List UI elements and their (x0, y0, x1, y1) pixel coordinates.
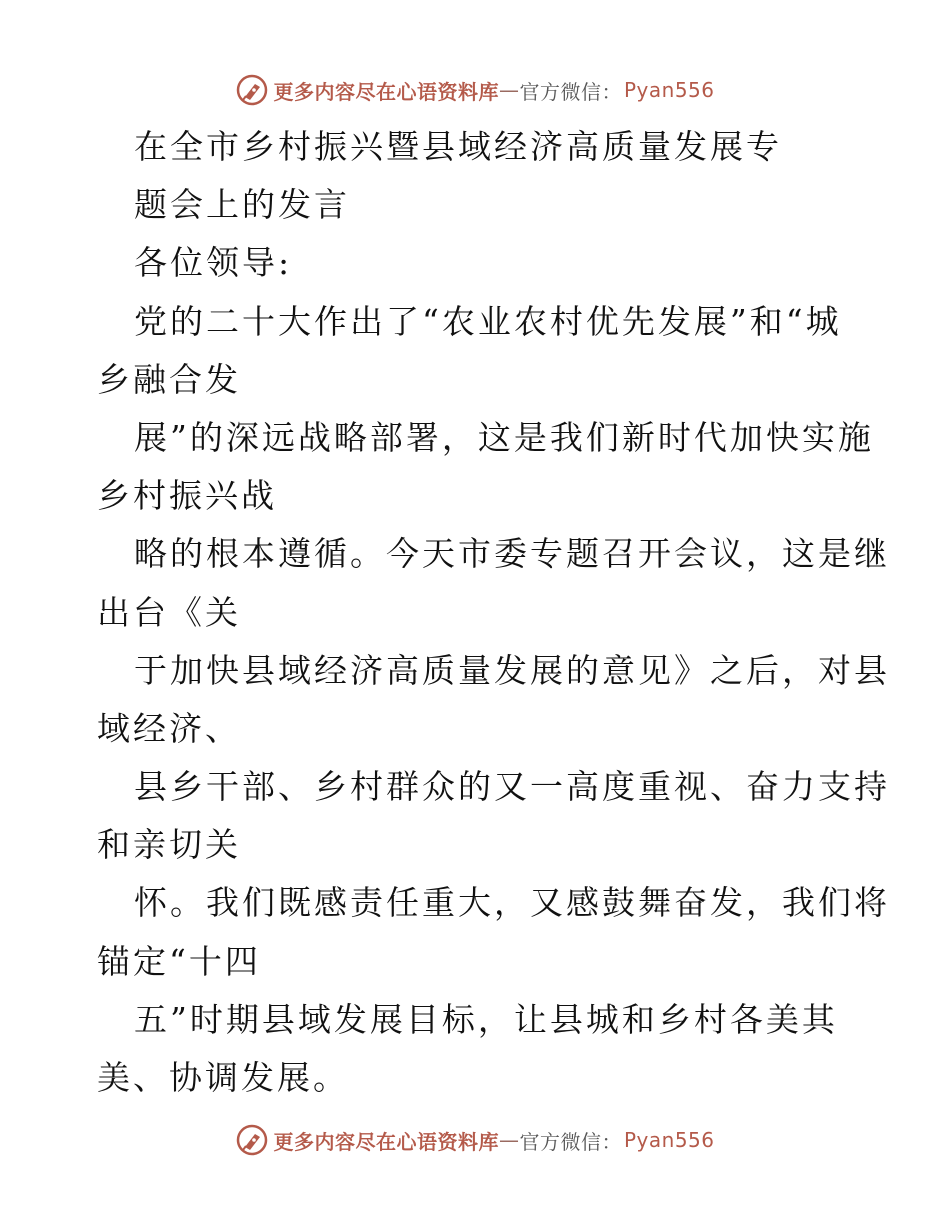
paragraph-line: 于加快县域经济高质量发展的意见》之后，对县 (134, 650, 890, 690)
paragraph-line: 出台《关 (97, 592, 241, 632)
paragraph-line: 五”时期县域发展目标，让县城和乡村各美其 (134, 999, 838, 1039)
paragraph-line: 乡村振兴战 (97, 476, 277, 516)
document-title-line: 题会上的发言 (134, 185, 350, 225)
document-body (97, 118, 890, 1107)
pen-nib-logo-icon (235, 1123, 269, 1157)
header-banner (0, 70, 950, 110)
paragraph-line: 乡融合发 (97, 359, 241, 399)
banner-wechat-account: Pyan556 (623, 78, 715, 102)
paragraph-line: 域经济、 (97, 708, 241, 748)
document-title-line: 在全市乡村振兴暨县域经济高质量发展专 (134, 127, 782, 166)
paragraph-line: 和亲切关 (97, 825, 241, 865)
footer-banner (0, 1120, 950, 1160)
banner-dash: — (498, 1128, 520, 1152)
paragraph-line: 展”的深远战略部署，这是我们新时代加快实施 (134, 417, 874, 457)
paragraph-line: 略的根本遵循。今天市委专题召开会议，这是继 (134, 534, 890, 574)
pen-nib-logo-icon (235, 73, 269, 107)
banner-wechat-account: Pyan556 (623, 1128, 715, 1152)
banner-wechat-label: 官方微信： (519, 1129, 622, 1154)
paragraph-line: 各位领导: (134, 243, 293, 283)
paragraph-line: 怀。我们既感责任重大，又感鼓舞奋发，我们将 (134, 883, 890, 923)
paragraph-line: 党的二十大作出了“农业农村优先发展”和“城 (134, 301, 842, 341)
banner-site-text: 更多内容尽在心语资料库 (273, 1129, 499, 1154)
banner-wechat-label: 官方微信： (519, 79, 622, 104)
paragraph-line: 县乡干部、乡村群众的又一高度重视、奋力支持 (134, 767, 890, 807)
paragraph-line: 美、协调发展。 (97, 1058, 349, 1097)
banner-site-text: 更多内容尽在心语资料库 (273, 79, 499, 104)
banner-dash: — (498, 78, 520, 102)
paragraph-line: 锚定“十四 (97, 941, 261, 981)
